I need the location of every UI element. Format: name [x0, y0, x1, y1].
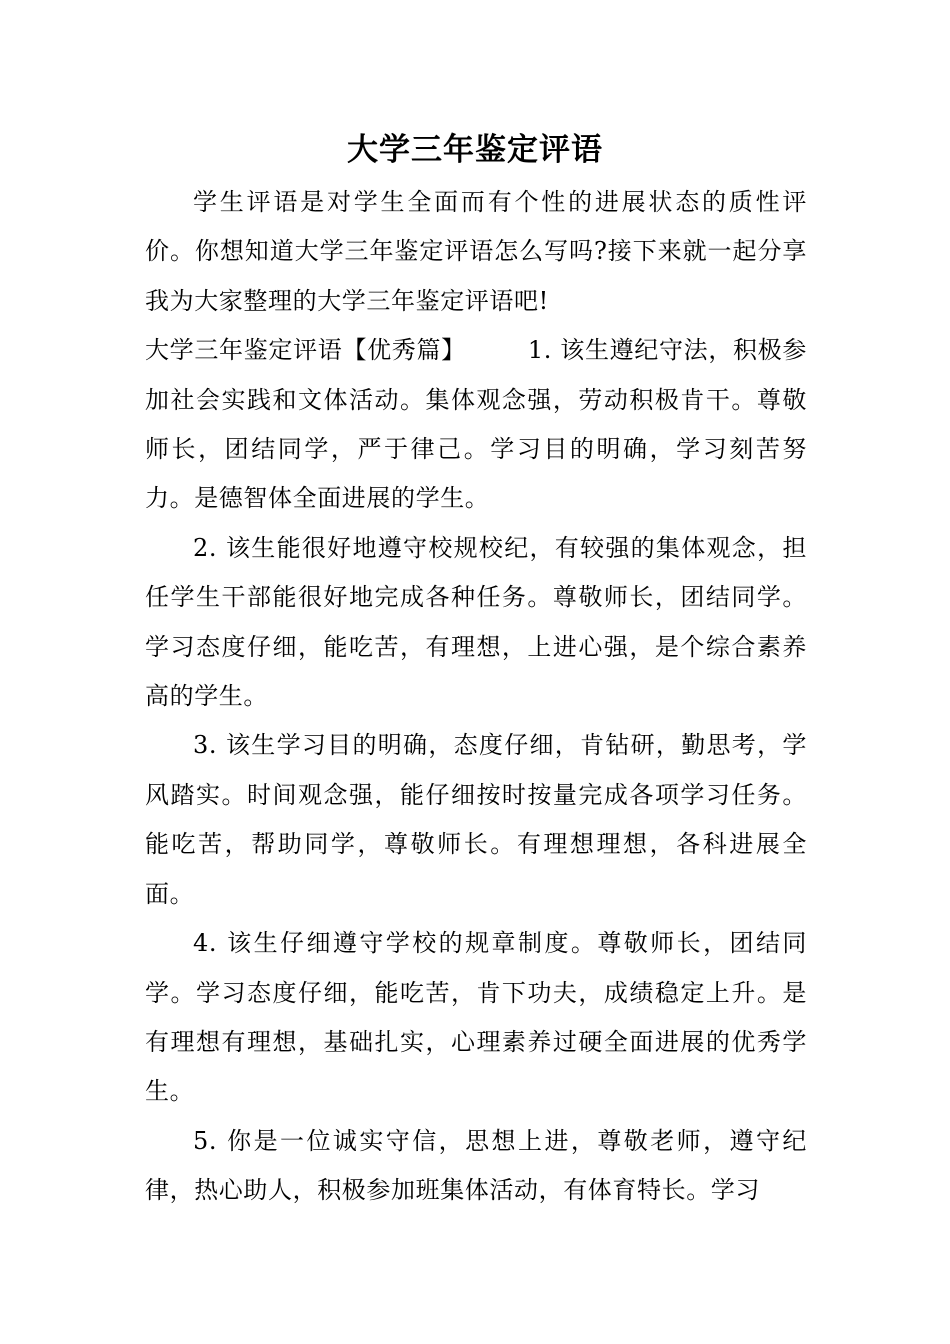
document-body — [145, 178, 807, 1216]
item-4: 4. 该生仔细遵守学校的规章制度。尊敬师长，团结同学。学习态度仔细，能吃苦，肯下功夫，成绩稳定上升。是有理想有理想，基础扎实，心理素养过硬全面进展的优秀学生。 — [145, 929, 807, 1106]
item-5: 5. 你是一位诚实守信，思想上进，尊敬老师，遵守纪律，热心助人，积极参加班集体活动，有体育特长。学习 — [145, 1126, 807, 1205]
document-title: 大学三年鉴定评语 — [347, 132, 603, 168]
intro-paragraph: 学生评语是对学生全面而有个性的进展状态的质性评价。你想知道大学三年鉴定评语怎么写吗?接下来就一起分享我为大家整理的大学三年鉴定评语吧! — [145, 188, 807, 315]
item-1: 1. 该生遵纪守法，积极参加社会实践和文体活动。集体观念强，劳动积极肯干。尊敬师长，团结同学，严于律己。学习目的明确，学习刻苦努力。是德智体全面进展的学生。 — [145, 336, 807, 513]
item-2: 2. 该生能很好地遵守校规校纪，有较强的集体观念，担任学生干部能很好地完成各种任务。尊敬师长，团结同学。学习态度仔细，能吃苦，有理想，上进心强，是个综合素养高的学生。 — [145, 533, 807, 711]
section-heading: 大学三年鉴定评语【优秀篇】 — [145, 336, 466, 365]
section-paragraph — [145, 326, 807, 524]
item-3: 3. 该生学习目的明确，态度仔细，肯钻研，勤思考，学风踏实。时间观念强，能仔细按时按量完成各项学习任务。能吃苦，帮助同学，尊敬师长。有理想理想，各科进展全面。 — [145, 731, 807, 908]
